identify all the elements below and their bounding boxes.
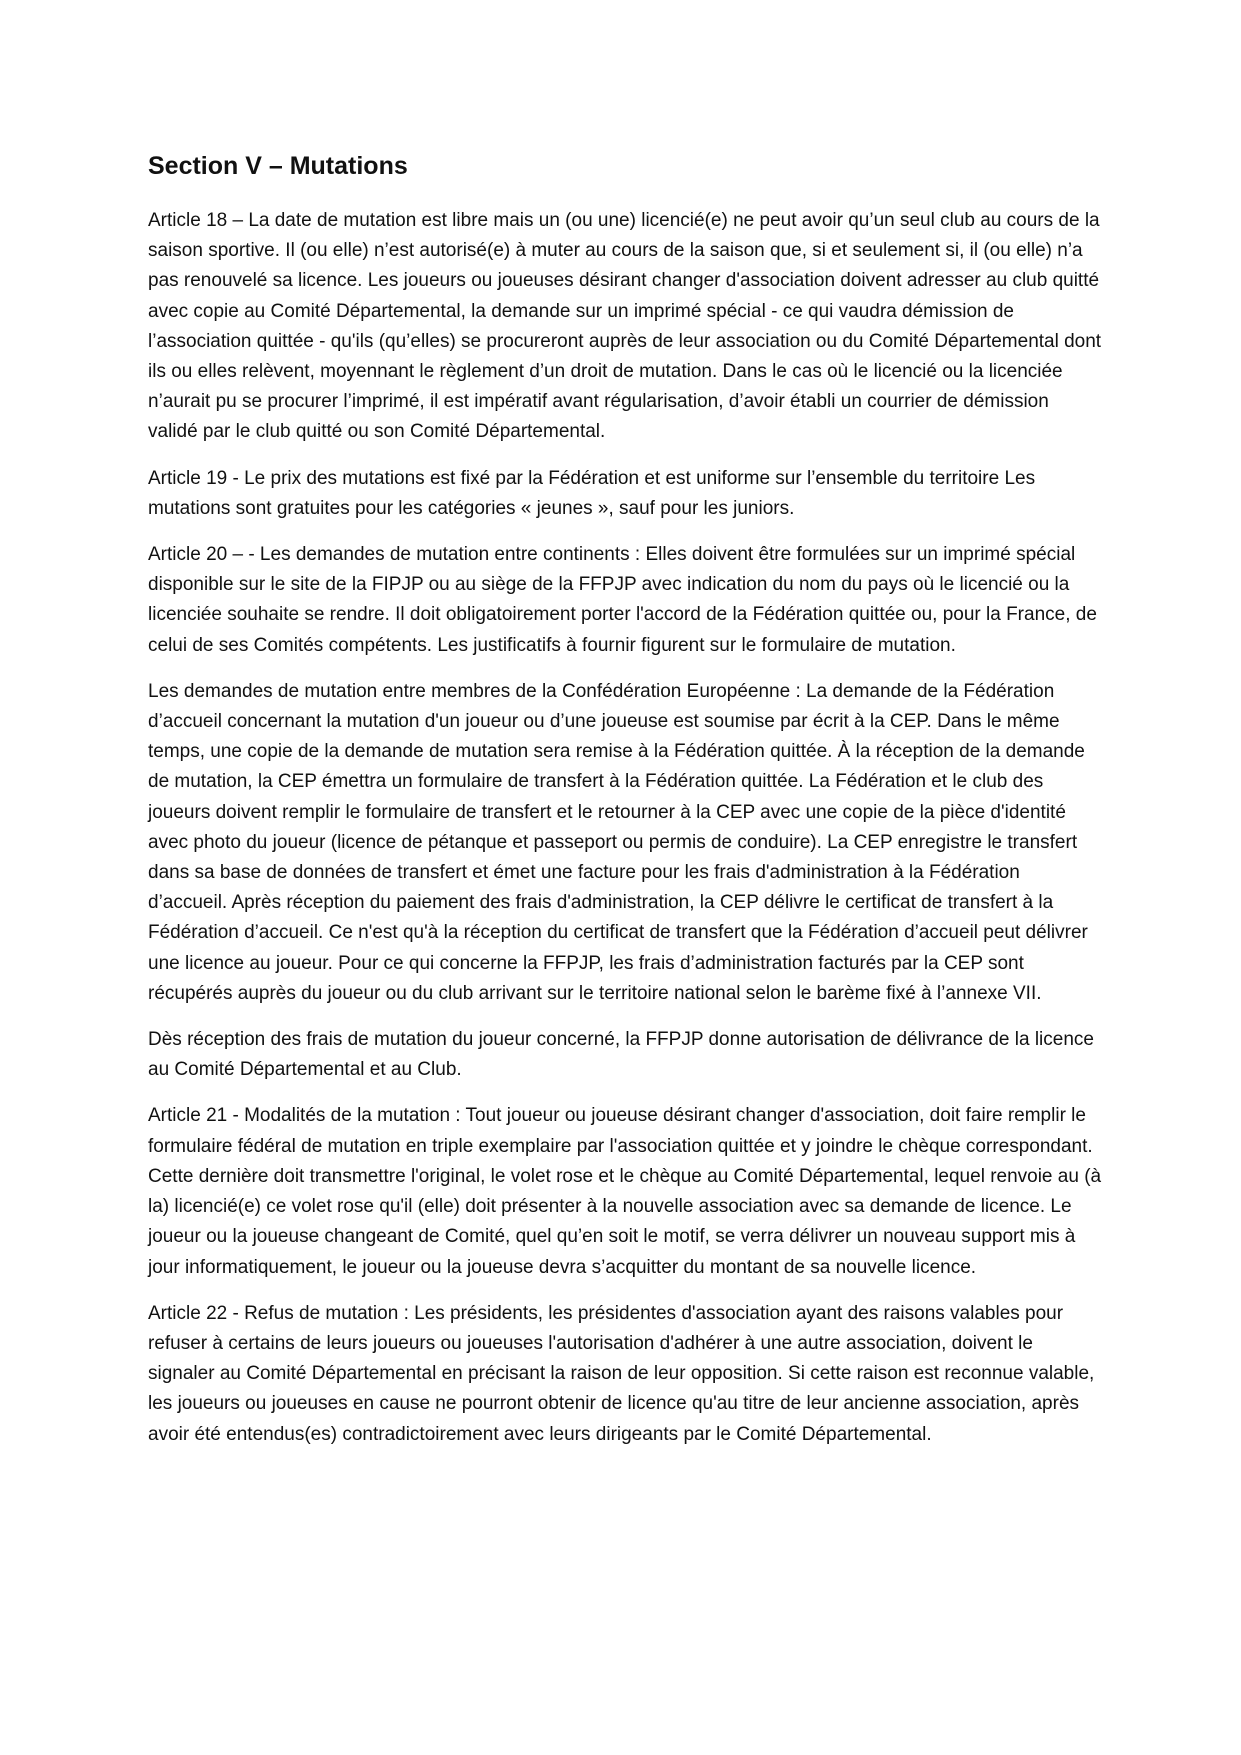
paragraph-article-20: Article 20 – - Les demandes de mutation entre continents : Elles doivent être formulées sur un imprimé spécial disponible sur le site de la FIPJP ou au siège de la FFPJP avec indication du nom du pays où le licencié ou la licenciée souhaite se rendre. Il doit obligatoirement porter l'accord de la Fédération quittée ou, pour la France, de celui de ses Comités compétents. Les justificatifs à fournir figurent sur le formulaire de mutation. [148, 544, 1097, 656]
paragraph-article-18: Article 18 – La date de mutation est libre mais un (ou une) licencié(e) ne peut avoir qu’un seul club au cours de la saison sportive. Il (ou elle) n’est autorisé(e) à muter au cours de la saison que, si et seulement si, il (ou elle) n’a pas renouvelé sa licence. Les joueurs ou joueuses désirant changer d'association doivent adresser au club quitté avec copie au Comité Départemental, la demande sur un imprimé spécial - ce qui vaudra démission de l’association quittée - qu'ils (qu’elles) se procureront auprès de leur association ou du Comité Départemental dont ils ou elles relèvent, moyennant le règlement d’un droit de mutation. Dans le cas où le licencié ou la licenciée n’aurait pu se procurer l’imprimé, il est impératif avant régularisation, d’avoir établi un courrier de démission validé par le club quitté ou son Comité Départemental. [148, 210, 1102, 443]
paragraph-article-21: Article 21 - Modalités de la mutation : Tout joueur ou joueuse désirant changer d'association, doit faire remplir le formulaire fédéral de mutation en triple exemplaire par l'association quittée et y joindre le chèque correspondant. Cette dernière doit transmettre l'original, le volet rose et le chèque au Comité Départemental, lequel renvoie au (à la) licencié(e) ce volet rose qu'il (elle) doit présenter à la nouvelle association avec sa demande de licence. Le joueur ou la joueuse changeant de Comité, quel qu’en soit le motif, se verra délivrer un nouveau support mis à jour informatiquement, le joueur ou la joueuse devra s’acquitter du montant de sa nouvelle licence. [148, 1105, 1102, 1278]
document-body [148, 150, 1103, 1466]
section-title: Section V – Mutations [148, 152, 408, 180]
paragraph-cep-mutations: Les demandes de mutation entre membres de la Confédération Européenne : La demande de la Fédération d’accueil concernant la mutation d'un joueur ou d’une joueuse est soumise par écrit à la CEP. Dans le même temps, une copie de la demande de mutation sera remise à la Fédération quittée. À la réception de la demande de mutation, la CEP émettra un formulaire de transfert à la Fédération quittée. La Fédération et le club des joueurs doivent remplir le formulaire de transfert et le retourner à la CEP avec une copie de la pièce d'identité avec photo du joueur (licence de pétanque et passeport ou permis de conduire). La CEP enregistre le transfert dans sa base de données de transfert et émet une facture pour les frais d'administration à la Fédération d’accueil. Après réception du paiement des frais d'administration, la CEP délivre le certificat de transfert à la Fédération d’accueil. Ce n'est qu'à la réception du certificat de transfert que la Fédération d’accueil peut délivrer une licence au joueur. Pour ce qui concerne la FFPJP, les frais d’administration facturés par la CEP sont récupérés auprès du joueur ou du club arrivant sur le territoire national selon le barème fixé à l’annexe VII. [148, 680, 1088, 1004]
paragraph-ffpjp-authorisation: Dès réception des frais de mutation du joueur concerné, la FFPJP donne autorisation de délivrance de la licence au Comité Départemental et au Club. [148, 1029, 1094, 1081]
paragraph-article-22: Article 22 - Refus de mutation : Les présidents, les présidentes d'association ayant des raisons valables pour refuser à certains de leurs joueurs ou joueuses l'autorisation d'adhérer à une autre association, doivent le signaler au Comité Départemental en précisant la raison de leur opposition. Si cette raison est reconnue valable, les joueurs ou joueuses en cause ne pourront obtenir de licence qu'au titre de leur ancienne association, après avoir été entendus(es) contradictoirement avec leurs dirigeants par le Comité Départemental. [148, 1302, 1095, 1445]
paragraph-article-19: Article 19 - Le prix des mutations est fixé par la Fédération et est uniforme sur l’ensemble du territoire Les mutations sont gratuites pour les catégories « jeunes », sauf pour les juniors. [148, 467, 1036, 519]
